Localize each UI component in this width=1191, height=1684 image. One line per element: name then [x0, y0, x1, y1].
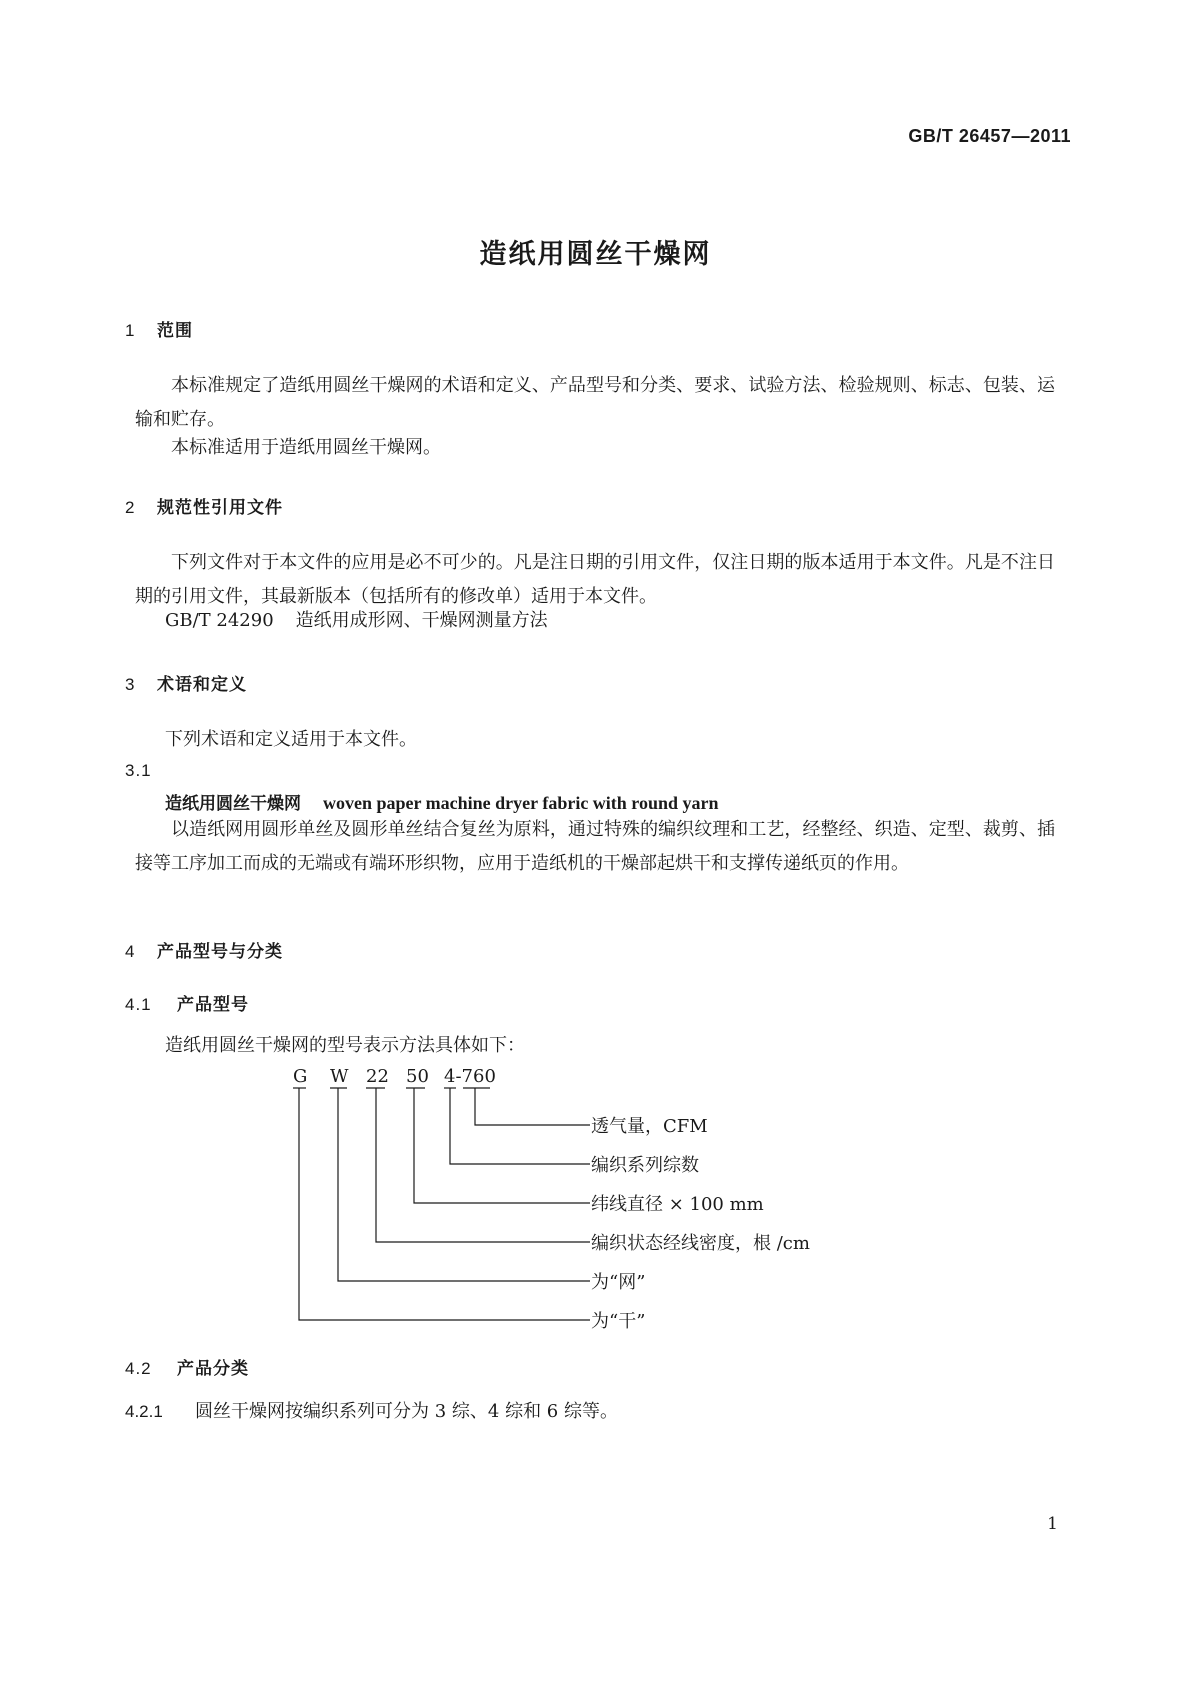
section-number: 4.2: [125, 1359, 152, 1378]
code-part-density: 22: [366, 1066, 389, 1087]
code-part-w: W: [330, 1066, 349, 1087]
code-part-g: G: [293, 1066, 308, 1087]
document-title: 造纸用圆丝干燥网: [479, 239, 712, 270]
section-4-2-heading: [125, 1354, 249, 1379]
section-1-paragraph-2: 本标准适用于造纸用圆丝干燥网。: [171, 437, 441, 458]
section-3-paragraph-1: 下列术语和定义适用于本文件。: [165, 729, 417, 750]
label-air-permeability: 透气量，CFM: [591, 1116, 708, 1137]
reference-title: 造纸用成形网、干燥网测量方法: [295, 610, 548, 631]
label-warp-density: 编织状态经线密度，根 /cm: [591, 1233, 810, 1254]
section-title: 规范性引用文件: [157, 498, 283, 518]
section-number: 4: [125, 942, 136, 961]
page-number: 1: [1047, 1514, 1058, 1534]
term-3-1-number: 3.1: [125, 761, 152, 780]
label-weft-diameter: 纬线直径 × 100 mm: [591, 1194, 764, 1215]
label-gan: 为“干”: [591, 1311, 646, 1332]
clause-text: 圆丝干燥网按编织系列可分为 3 综、4 综和 6 综等。: [195, 1401, 618, 1422]
section-number: 4.1: [125, 995, 152, 1014]
term-english: woven paper machine dryer fabric with round yarn: [323, 793, 719, 813]
section-title: 范围: [157, 321, 193, 341]
term-chinese: 造纸用圆丝干燥网: [165, 794, 301, 814]
section-number: 1: [125, 321, 136, 340]
reference-code: GB/T 24290: [165, 610, 274, 631]
section-2-paragraph-1: 下列文件对于本文件的应用是必不可少的。凡是注日期的引用文件，仅注日期的版本适用于本文件。凡是不注日期的引用文件，其最新版本（包括所有的修改单）适用于本文件。: [135, 552, 1055, 607]
label-weave-series: 编织系列综数: [591, 1155, 699, 1176]
section-1-paragraph-1: 本标准规定了造纸用圆丝干燥网的术语和定义、产品型号和分类、要求、试验方法、检验规则、标志、包装、运输和贮存。: [135, 375, 1055, 430]
document-id: GB/T 26457—2011: [908, 126, 1071, 146]
section-number: 3: [125, 675, 136, 694]
section-4-1-paragraph: 造纸用圆丝干燥网的型号表示方法具体如下：: [165, 1035, 525, 1056]
section-title: 产品型号与分类: [157, 942, 283, 962]
section-title: 术语和定义: [157, 675, 247, 695]
term-3-1-definition: 以造纸网用圆形单丝及圆形单丝结合复丝为原料，通过特殊的编织纹理和工艺，经整经、织造、定型、裁剪、插接等工序加工而成的无端或有端环形织物，应用于造纸机的干燥部起烘干和支撑传递纸页的作用。: [135, 819, 1055, 874]
clause-4-2-1: [125, 1395, 618, 1429]
section-title: 产品分类: [177, 1359, 249, 1379]
code-part-diameter: 50: [406, 1066, 429, 1087]
section-title: 产品型号: [177, 995, 249, 1015]
section-number: 2: [125, 498, 136, 517]
label-wang: 为“网”: [591, 1272, 646, 1293]
code-part-series-permeability: 4-760: [444, 1066, 496, 1087]
clause-number: 4.2.1: [125, 1402, 163, 1421]
